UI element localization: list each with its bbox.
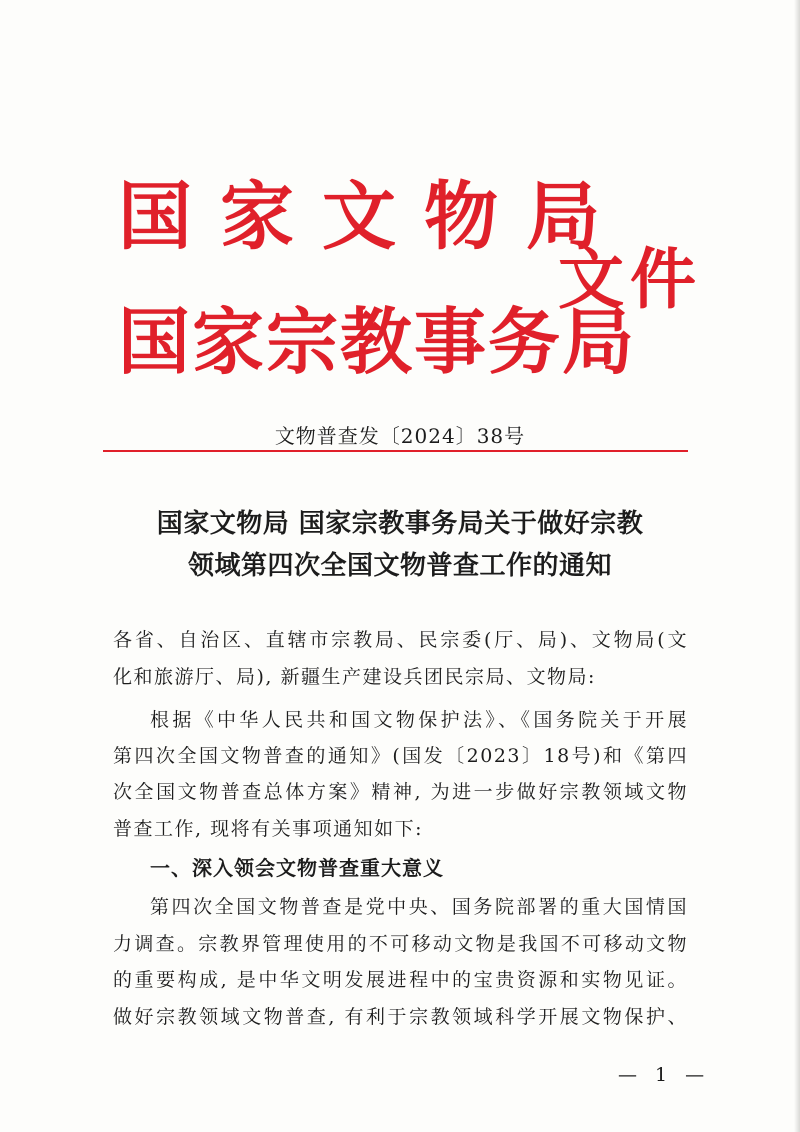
paragraph-1-line-3: 次全国文物普查总体方案》精神, 为进一步做好宗教领域文物 (113, 781, 688, 803)
paragraph-2-line-1: 第四次全国文物普查是党中央、国务院部署的重大国情国 (150, 896, 688, 918)
paragraph-1-line-1: 根据《中华人民共和国文物保护法》、《国务院关于开展 (150, 709, 688, 731)
recipients-line-2: 化和旅游厅、局), 新疆生产建设兵团民宗局、文物局: (113, 666, 596, 688)
title-line-1: 国家文物局 国家宗教事务局关于做好宗教 (156, 509, 644, 539)
paragraph-2-line-2: 力调查。宗教界管理使用的不可移动文物是我国不可移动文物 (113, 933, 688, 955)
paragraph-1-line-2: 第四次全国文物普查的通知》(国发〔2023〕18号)和《第四 (113, 745, 688, 767)
paragraph-2-line-3: 的重要构成, 是中华文明发展进程中的宝贵资源和实物见证。 (113, 969, 688, 991)
issuer-name-religious-affairs: 国家宗教事务局 (118, 299, 637, 384)
page-number: — 1 — (618, 1064, 711, 1086)
section-heading-1: 一、深入领会文物普查重大意义 (150, 856, 444, 880)
document-title (90, 503, 710, 587)
paragraph-1-line-4: 普查工作, 现将有关事项通知如下: (113, 818, 423, 840)
issuer-document-suffix: 文件 (558, 240, 702, 318)
document-number: 文物普查发〔2024〕38号 (274, 424, 526, 448)
scan-edge-shadow (794, 0, 800, 1132)
recipients-line-1: 各省、自治区、直辖市宗教局、民宗委(厅、局)、文物局(文 (113, 629, 688, 651)
paragraph-2-line-4: 做好宗教领域文物普查, 有利于宗教领域科学开展文物保护、 (113, 1006, 688, 1028)
title-line-2: 领域第四次全国文物普查工作的通知 (187, 551, 612, 581)
issuer-name-cultural-heritage: 国家文物局 (118, 174, 628, 260)
red-divider-line (103, 450, 688, 452)
